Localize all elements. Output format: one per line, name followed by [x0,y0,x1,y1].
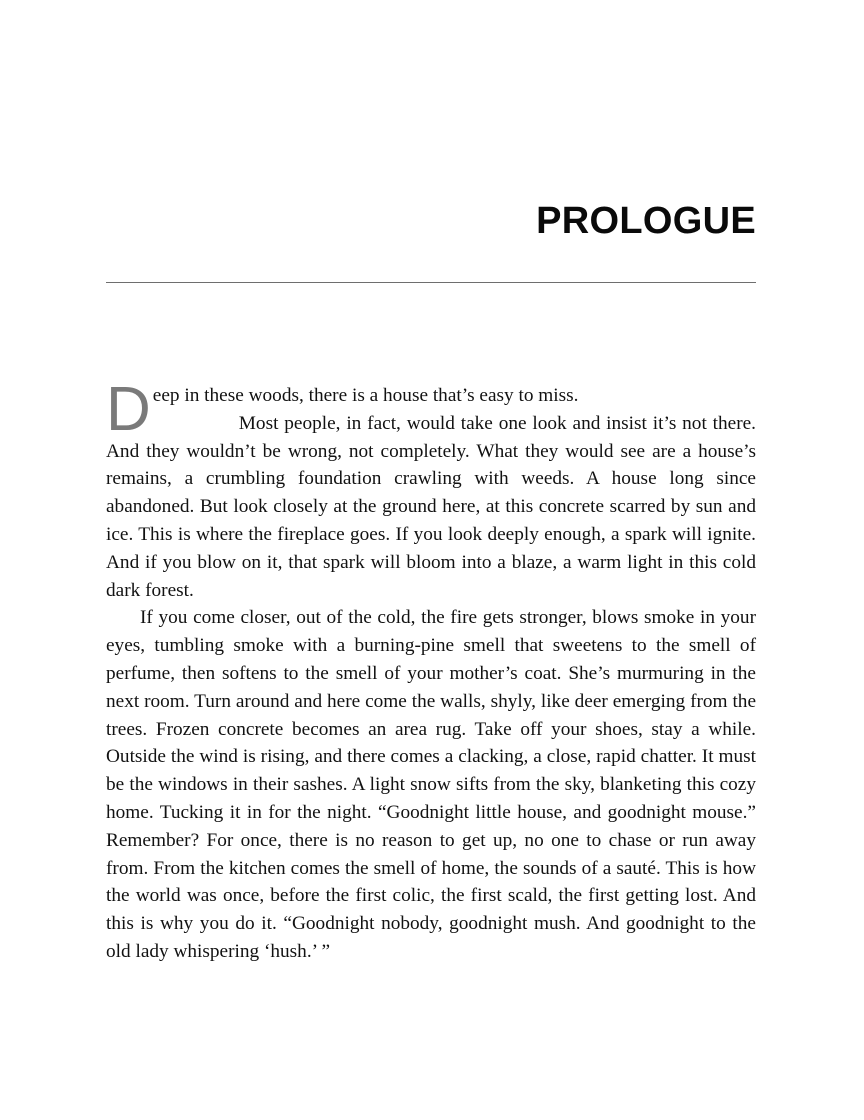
paragraph-1: Most people, in fact, would take one look and insist it’s not there. And they wouldn’t be wrong, not completely. What they would see are a house’s remains, a crumbling foundation crawling with weeds. A house long since abandoned. But look closely at the ground here, at this concrete scarred by sun and ice. This is where the fireplace goes. If you look deeply enough, a spark will ignite. And if you blow on it, that spark will bloom into a blaze, a warm light in this cold dark forest. [106,412,756,601]
chapter-title: PROLOGUE [536,200,756,242]
paragraph-2: If you come closer, out of the cold, the fire gets stronger, blows smoke in your eyes, tumbling smoke with a burning-pine smell that sweetens to the smell of perfume, then softens to the smell of your mother’s coat. She’s murmuring in the next room. Turn around and here come the walls, shyly, like deer emerging from the trees. Frozen concrete becomes an area rug. Take off your shoes, stay a while. Outside the wind is rising, and there comes a clacking, a close, rapid chatter. It must be the windows in their sashes. A light snow sifts from the sky, blanketing this cozy home. Tucking it in for the night. “Goodnight little house, and goodnight mouse.” Remember? For once, there is no reason to get up, no one to chase or run away from. From the kitchen comes the smell of home, the sounds of a sauté. This is how the world was once, before the first colic, the first scald, the first getting lost. And this is why you do it. “Goodnight nobody, goodnight mush. And goodnight to the old lady whispering ‘hush.’ ” [106,607,756,962]
prologue-body [106,375,756,966]
opening-line: eep in these woods, there is a house that’s easy to miss. [152,385,579,406]
title-divider [106,282,756,283]
drop-cap: D [106,375,151,444]
